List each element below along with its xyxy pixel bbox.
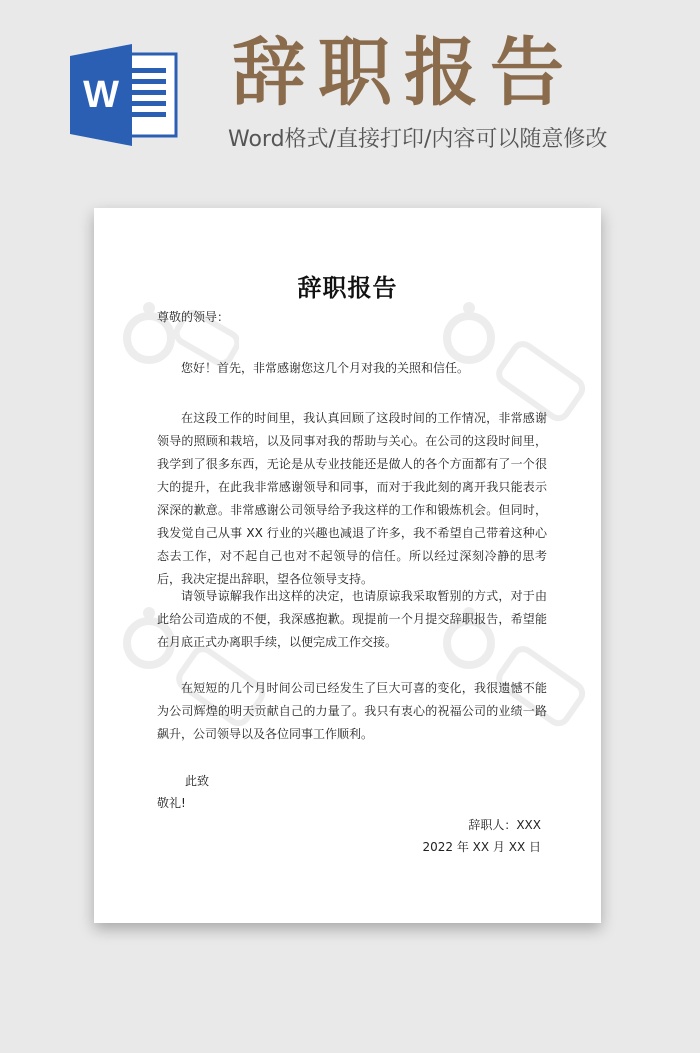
salutation: 尊敬的领导： [157, 310, 230, 324]
document-date: 2022 年 XX 月 XX 日 [422, 840, 541, 854]
word-document-icon [70, 44, 180, 146]
paragraph-reflection: 在这段工作的时间里，我认真回顾了这段时间的工作情况，非常感谢领导的照顾和栽培，以及同事对我的帮助与关心。在公司的这段时间里，我学到了很多东西，无论是从专业技能还是做人的各个方面都有了一个很大的提升，在此我非常感谢领导和同事，而对于我此刻的离开我只能表示深深的歉意。非常感谢公司领导给予我这样的工作和锻炼机会。但同时，我发觉自己从事 XX 行业的兴趣也减退了许多，我不希望自己带着这种心态去工作，对不起自己也对不起领导的信任。所以经过深刻冷静的思考后，我决定提出辞职，望各位领导支持。 [157, 411, 547, 586]
closing-line-2: 敬礼! [157, 796, 186, 810]
document-title: 辞职报告 [297, 274, 398, 302]
document-page [94, 208, 601, 923]
banner-subtitle: Word格式/直接打印/内容可以随意修改 [228, 127, 608, 152]
paragraph-apology: 请领导谅解我作出这样的决定，也请原谅我采取暂别的方式，对于由此给公司造成的不便，我深感抱歉。现提前一个月提交辞职报告，希望能在月底正式办离职手续，以便完成工作交接。 [157, 589, 547, 649]
closing-line-1: 此致 [185, 774, 210, 788]
signature: 辞职人：XXX [468, 818, 541, 832]
paragraph-greeting: 您好！首先，非常感谢您这几个月对我的关照和信任。 [181, 361, 470, 375]
banner-title: 辞职报告 [232, 30, 576, 116]
paragraph-wishes: 在短短的几个月时间公司已经发生了巨大可喜的变化，我很遗憾不能为公司辉煌的明天贡献自己的力量了。我只有衷心的祝福公司的业绩一路飙升，公司领导以及各位同事工作顺利。 [157, 681, 547, 741]
word-icon-letter: W [83, 74, 119, 116]
header-banner [0, 0, 700, 200]
